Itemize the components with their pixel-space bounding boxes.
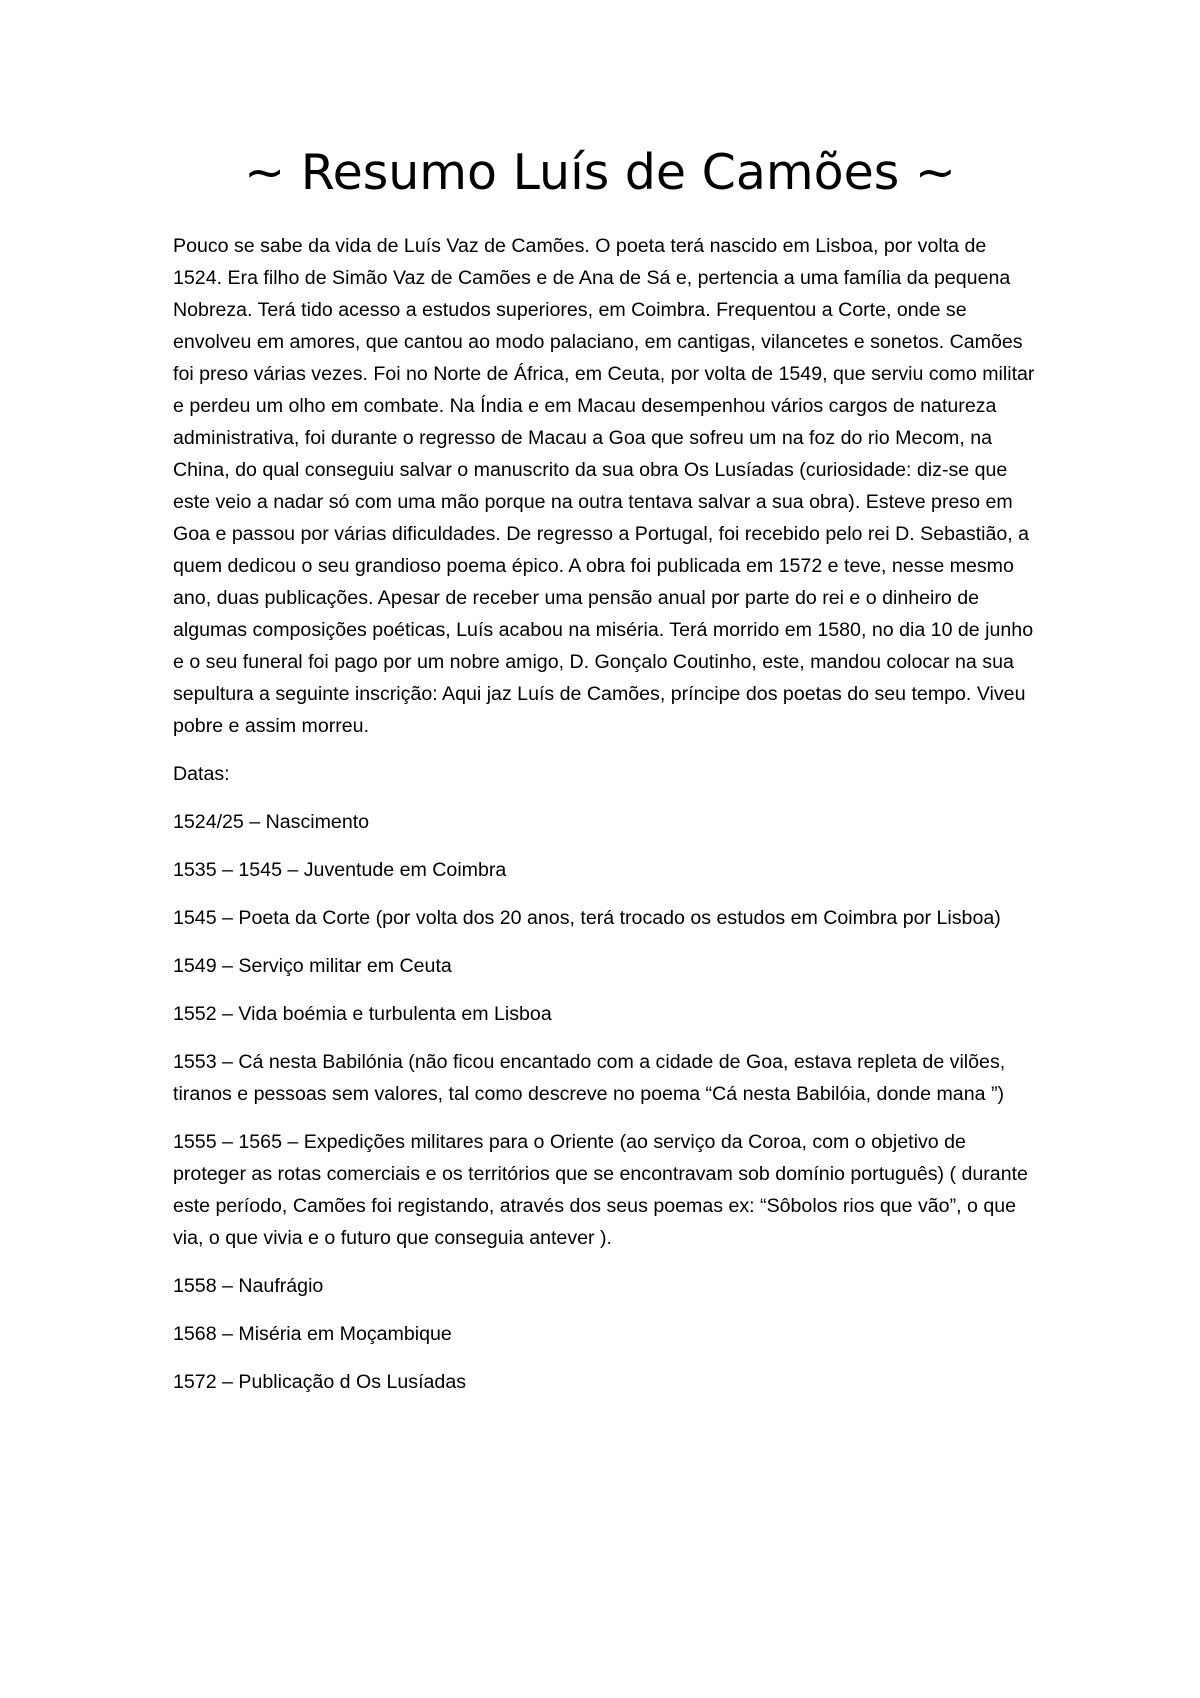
dates-list [173,806,1035,1398]
date-entry: 1545 – Poeta da Corte (por volta dos 20 anos, terá trocado os estudos em Coimbra por Lisboa) [173,907,1001,929]
date-entry: 1568 – Miséria em Moçambique [173,1323,452,1345]
date-entry: 1558 – Naufrágio [173,1275,324,1297]
intro-paragraph: Pouco se sabe da vida de Luís Vaz de Camões. O poeta terá nascido em Lisboa, por volta de 1524. Era filho de Simão Vaz de Camões e de Ana de Sá e, pertencia a uma família da pequena Nobreza. Terá tido acesso a estudos superiores, em Coimbra. Frequentou a Corte, onde se envolveu em amores, que cantou ao modo palaciano, em cantigas, vilancetes e sonetos. Camões foi preso várias vezes. Foi no Norte de África, em Ceuta, por volta de 1549, que serviu como militar e perdeu um olho em combate. Na Índia e em Macau desempenhou vários cargos de natureza administrativa, foi durante o regresso de Macau a Goa que sofreu um na foz do rio Mecom, na China, do qual conseguiu salvar o manuscrito da sua obra Os Lusíadas (curiosidade: diz-se que este veio a nadar só com uma mão porque na outra tentava salvar a sua obra). Esteve preso em Goa e passou por várias dificuldades. De regresso a Portugal, foi recebido pelo rei D. Sebastião, a quem dedicou o seu grandioso poema épico. A obra foi publicada em 1572 e teve, nesse mesmo ano, duas publicações. Apesar de receber uma pensão anual por parte do rei e o dinheiro de algumas composições poéticas, Luís acabou na miséria. Terá morrido em 1580, no dia 10 de junho e o seu funeral foi pago por um nobre amigo, D. Gonçalo Coutinho, este, mandou colocar na sua sepultura a seguinte inscrição: Aqui jaz Luís de Camões, príncipe dos poetas do seu tempo. Viveu pobre e assim morreu. [173,235,1035,737]
dates-heading: Datas: [173,763,230,785]
date-entry: 1524/25 – Nascimento [173,811,370,833]
date-entry: 1552 – Vida boémia e turbulenta em Lisboa [173,1003,552,1025]
date-entry: 1549 – Serviço militar em Ceuta [173,955,452,977]
date-entry: 1572 – Publicação d Os Lusíadas [173,1371,467,1393]
date-entry: 1535 – 1545 – Juventude em Coimbra [173,859,507,881]
document-body [173,230,1035,1414]
document-title: ~ Resumo Luís de Camões ~ [244,144,956,201]
date-entry: 1553 – Cá nesta Babilónia (não ficou encantado com a cidade de Goa, estava repleta de vilões, tiranos e pessoas sem valores, tal como descreve no poema “Cá nesta Babilóia, donde mana ”) [173,1051,1006,1105]
date-entry: 1555 – 1565 – Expedições militares para o Oriente (ao serviço da Coroa, com o objetivo de proteger as rotas comerciais e os territórios que se encontravam sob domínio português) ( durante este período, Camões foi registando, através dos seus poemas ex: “Sôbolos rios que vão”, o que via, o que vivia e o futuro que conseguia antever ). [173,1131,1028,1249]
